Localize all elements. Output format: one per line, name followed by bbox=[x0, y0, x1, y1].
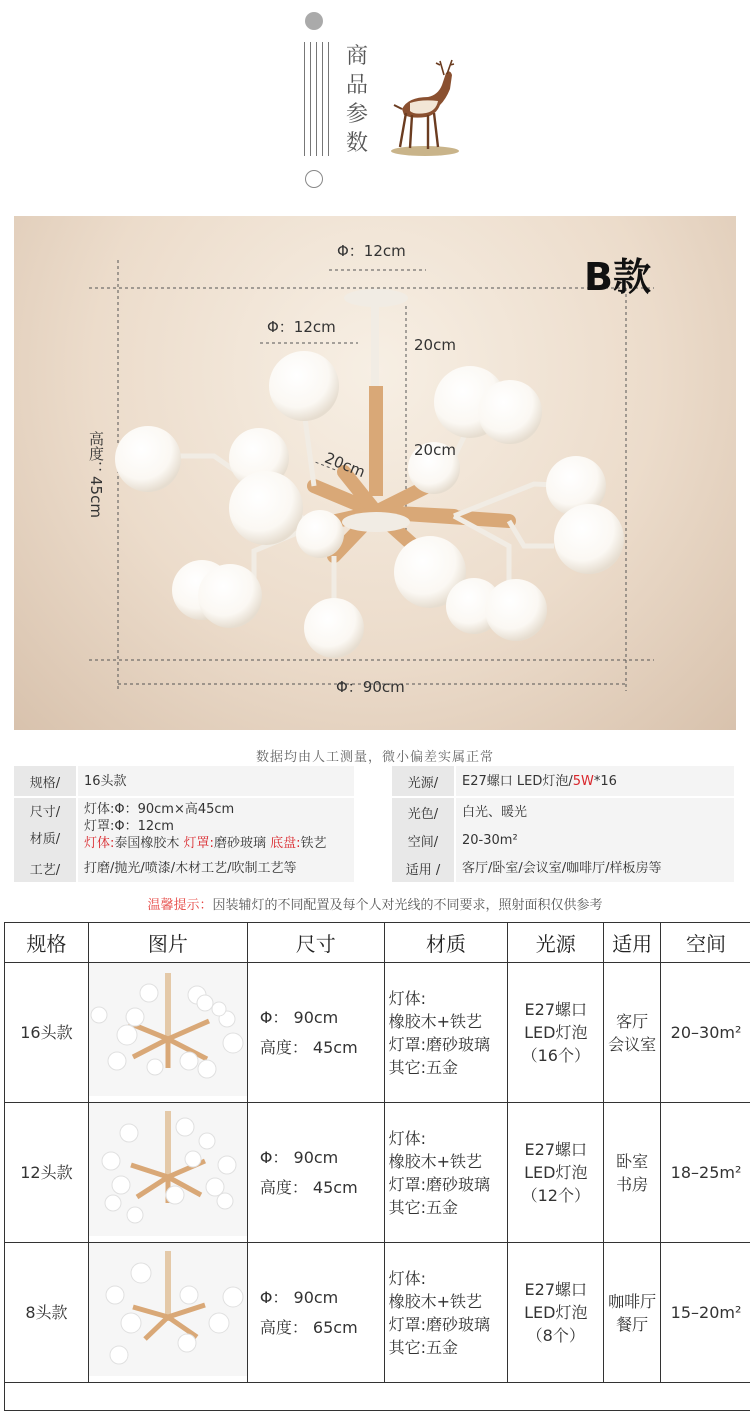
spec-row-space bbox=[392, 826, 736, 854]
source-line: E27螺口 bbox=[508, 1278, 603, 1301]
size-diameter: Φ： 90cm bbox=[260, 1143, 384, 1173]
spec-value-text: 白光、暖光 bbox=[462, 804, 734, 821]
table-row bbox=[5, 1103, 750, 1243]
spec-value bbox=[456, 798, 734, 826]
tip-prefix: 温馨提示： bbox=[147, 898, 212, 913]
header-title bbox=[343, 42, 371, 158]
spec-label-size: 尺寸/ bbox=[30, 799, 60, 826]
spec-value-text: 客厅/卧室/会议室/咖啡厅/样板房等 bbox=[462, 860, 734, 877]
spec-label: 规格/ bbox=[14, 766, 76, 796]
material-key: 底盘: bbox=[270, 836, 300, 851]
material-value: 泰国橡胶木 bbox=[114, 836, 179, 851]
table-row bbox=[5, 1243, 750, 1383]
material-line: 灯体: bbox=[389, 1127, 508, 1150]
variant-label: B款 bbox=[584, 246, 651, 301]
column-header: 空间 bbox=[661, 923, 750, 963]
material-line: 灯体: bbox=[389, 1267, 508, 1290]
material-line: 橡胶木+铁艺 bbox=[389, 1010, 508, 1033]
column-header: 规格 bbox=[5, 923, 89, 963]
size-height: 高度： 65cm bbox=[260, 1313, 384, 1343]
source-line: LED灯泡 bbox=[508, 1161, 603, 1184]
source-line: （12个） bbox=[508, 1184, 603, 1207]
spec-light-watt: 5W bbox=[573, 773, 594, 790]
header-dot-hollow bbox=[305, 170, 323, 188]
empty-cell bbox=[5, 1383, 750, 1411]
cell-space: 18–25m² bbox=[661, 1103, 750, 1243]
spec-row-use bbox=[392, 854, 736, 882]
table-row bbox=[5, 963, 750, 1103]
measurement-note: 数据均由人工测量，微小偏差实属正常 bbox=[0, 746, 750, 765]
cell-size bbox=[247, 1103, 384, 1243]
size-height: 高度： 45cm bbox=[260, 1173, 384, 1203]
cell-light-source bbox=[508, 1243, 604, 1383]
cell-size bbox=[247, 1243, 384, 1383]
size-diameter: Φ： 90cm bbox=[260, 1003, 384, 1033]
source-line: LED灯泡 bbox=[508, 1021, 603, 1044]
column-header: 图片 bbox=[88, 923, 247, 963]
product-dimension-photo bbox=[14, 216, 736, 730]
column-header: 尺寸 bbox=[247, 923, 384, 963]
spec-row-guige bbox=[14, 766, 354, 796]
spec-row-light bbox=[392, 766, 736, 796]
material-line: 橡胶木+铁艺 bbox=[389, 1150, 508, 1173]
spec-row-craft bbox=[14, 854, 354, 882]
tip-text: 因装辅灯的不同配置及每个人对光线的不同要求，照射面积仅供参考 bbox=[213, 898, 603, 913]
cell-space: 15–20m² bbox=[661, 1243, 750, 1383]
material-line: 灯罩:磨砂玻璃 bbox=[389, 1313, 508, 1336]
thumb-8-head bbox=[89, 1243, 247, 1376]
table-header-row bbox=[5, 923, 750, 963]
dimension-width: Φ：90cm bbox=[336, 676, 405, 697]
header-dot-filled bbox=[305, 12, 323, 30]
source-line: E27螺口 bbox=[508, 998, 603, 1021]
usage-line: 会议室 bbox=[604, 1033, 660, 1056]
usage-line: 餐厅 bbox=[604, 1313, 660, 1336]
dimension-height: 高度：45cm bbox=[86, 431, 107, 518]
header-title-char: 品 bbox=[343, 71, 371, 100]
material-line: 橡胶木+铁艺 bbox=[389, 1290, 508, 1313]
spec-size-line: 灯体:Φ：90cm×高45cm bbox=[84, 801, 354, 818]
spec-material-line bbox=[84, 835, 354, 852]
table-empty-row bbox=[5, 1383, 750, 1411]
material-line: 其它:五金 bbox=[389, 1196, 508, 1219]
spec-label: 光色/ bbox=[392, 798, 454, 826]
size-height: 高度： 45cm bbox=[260, 1033, 384, 1063]
header-title-char: 数 bbox=[343, 129, 371, 158]
material-line: 灯罩:磨砂玻璃 bbox=[389, 1033, 508, 1056]
header-title-char: 参 bbox=[343, 100, 371, 129]
usage-line: 咖啡厅 bbox=[604, 1290, 660, 1313]
cell-image bbox=[88, 1243, 247, 1383]
usage-line: 客厅 bbox=[604, 1010, 660, 1033]
material-line: 其它:五金 bbox=[389, 1056, 508, 1079]
cell-light-source bbox=[508, 963, 604, 1103]
cell-usage bbox=[604, 1243, 661, 1383]
cell-usage bbox=[604, 1103, 661, 1243]
cell-size bbox=[247, 963, 384, 1103]
deer-illustration bbox=[380, 55, 480, 160]
spec-value bbox=[78, 766, 354, 796]
material-line: 灯体: bbox=[389, 987, 508, 1010]
spec-label-material: 材质/ bbox=[30, 826, 60, 853]
spec-row-size-material bbox=[14, 798, 354, 854]
spec-value-text: 打磨/抛光/喷漆/木材工艺/吹制工艺等 bbox=[84, 860, 354, 877]
cell-image bbox=[88, 1103, 247, 1243]
spec-value bbox=[78, 854, 354, 882]
warm-tip bbox=[0, 894, 750, 913]
cell-material bbox=[384, 1243, 508, 1383]
source-line: （16个） bbox=[508, 1044, 603, 1067]
cell-material bbox=[384, 963, 508, 1103]
spec-light-text: E27螺口 LED灯泡/ bbox=[462, 773, 573, 790]
spec-value bbox=[456, 826, 734, 854]
spec-value bbox=[456, 854, 734, 882]
spec-label bbox=[14, 798, 76, 854]
cell-spec: 16头款 bbox=[5, 963, 89, 1103]
header-decor-lines bbox=[304, 42, 330, 156]
source-line: （8个） bbox=[508, 1324, 603, 1347]
thumb-12-head bbox=[89, 1103, 247, 1236]
spec-label: 工艺/ bbox=[14, 854, 76, 882]
cell-space: 20–30m² bbox=[661, 963, 750, 1103]
material-key: 灯罩: bbox=[184, 836, 214, 851]
dimension-ceiling-diameter: Φ：12cm bbox=[337, 240, 406, 261]
source-line: E27螺口 bbox=[508, 1138, 603, 1161]
cell-spec: 12头款 bbox=[5, 1103, 89, 1243]
spec-light-count: *16 bbox=[594, 773, 617, 790]
cell-spec: 8头款 bbox=[5, 1243, 89, 1383]
spec-value bbox=[456, 766, 734, 796]
spec-value-text: 16头款 bbox=[84, 773, 354, 790]
spec-label: 光源/ bbox=[392, 766, 454, 796]
variant-table bbox=[4, 922, 750, 1404]
dimension-rod-lower: 20cm bbox=[414, 441, 456, 459]
source-line: LED灯泡 bbox=[508, 1301, 603, 1324]
column-header: 光源 bbox=[508, 923, 604, 963]
material-value: 铁艺 bbox=[300, 836, 326, 851]
spec-value-text: 20-30m² bbox=[462, 832, 734, 849]
spec-value bbox=[78, 798, 354, 854]
usage-line: 书房 bbox=[604, 1173, 660, 1196]
spec-label: 适用 / bbox=[392, 854, 454, 882]
column-header: 材质 bbox=[384, 923, 508, 963]
dimension-rod-upper: 20cm bbox=[414, 336, 456, 354]
spec-label: 空间/ bbox=[392, 826, 454, 854]
spec-row-color bbox=[392, 798, 736, 826]
thumb-16-head bbox=[89, 963, 247, 1096]
material-key: 灯体: bbox=[84, 836, 114, 851]
material-line: 灯罩:磨砂玻璃 bbox=[389, 1173, 508, 1196]
cell-image bbox=[88, 963, 247, 1103]
column-header: 适用 bbox=[604, 923, 661, 963]
header-title-char: 商 bbox=[343, 42, 371, 71]
spec-size-line: 灯罩:Φ：12cm bbox=[84, 818, 354, 835]
section-header bbox=[0, 0, 750, 200]
cell-material bbox=[384, 1103, 508, 1243]
cell-light-source bbox=[508, 1103, 604, 1243]
material-line: 其它:五金 bbox=[389, 1336, 508, 1359]
usage-line: 卧室 bbox=[604, 1150, 660, 1173]
cell-usage bbox=[604, 963, 661, 1103]
dimension-spoke: 20cm bbox=[322, 449, 368, 481]
dimension-globe-diameter: Φ：12cm bbox=[267, 316, 336, 337]
material-value: 磨砂玻璃 bbox=[214, 836, 266, 851]
size-diameter: Φ： 90cm bbox=[260, 1283, 384, 1313]
